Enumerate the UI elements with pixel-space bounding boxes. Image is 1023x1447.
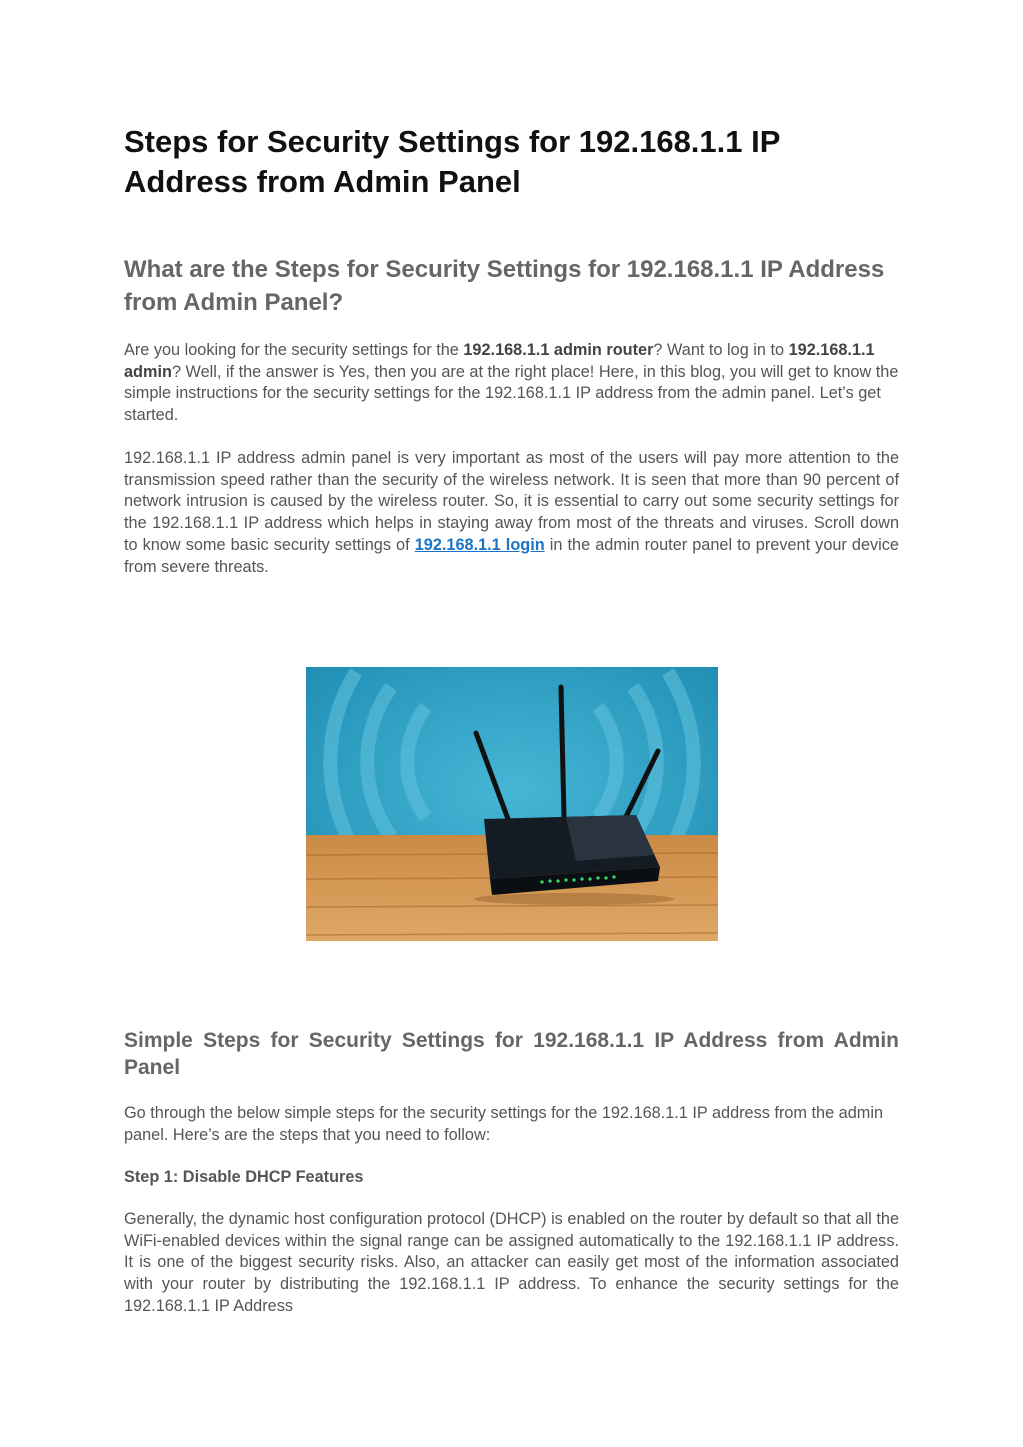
importance-text-2: in the admin router panel to prevent your device from severe threats. [124,535,899,576]
step-1-body: Generally, the dynamic host configuration protocol (DHCP) is enabled on the router by default so that all the WiFi-enabled devices within the signal range can be assigned automatically to the 192.168.1.1 IP address. It is one of the biggest security risks. Also, an attacker can easily get most of the information associated with your router by distributing the 192.168.1.1 IP address. To enhance the security settings for the 192.168.1.1 IP Address [124,1210,899,1315]
intro-text-2: ? Want to log in to [653,341,789,359]
intro-text-1: Are you looking for the security settings for the [124,341,464,359]
importance-text-1: 192.168.1.1 IP address admin panel is very important as most of the users will pay more attention to the transmission speed rather than the security of the wireless network. It is seen that more than 90 percent of network intrusion is caused by the wireless router. So, it is essential to carry out some security settings for the 192.168.1.1 IP address which helps in staying away from most of the threats and viruses. Scroll down to know some basic security settings of [124,449,899,554]
importance-paragraph [124,448,899,578]
section-heading-what-are-steps: What are the Steps for Security Settings for 192.168.1.1 IP Address from Admin Panel? [124,256,885,316]
bold-admin-router: 192.168.1.1 admin router [463,341,654,359]
steps-intro-paragraph: Go through the below simple steps for the security settings for the 192.168.1.1 IP address from the admin panel. Here’s are the steps that you need to follow: [124,1104,884,1144]
page-title: Steps for Security Settings for 192.168.1.1 IP Address from Admin Panel [124,124,780,199]
section-heading-simple-steps: Simple Steps for Security Settings for 192.168.1.1 IP Address from Admin Panel [124,1029,899,1079]
login-link[interactable]: 192.168.1.1 login [414,535,545,554]
bold-admin: 192.168.1.1 admin [124,341,875,381]
router-image [306,667,718,941]
intro-text-3: ? Well, if the answer is Yes, then you are at the right place! Here, in this blog, you will get to know the simple instructions for the security settings for the 192.168.1.1 IP address from the admin panel. Let’s get started. [124,362,899,425]
intro-paragraph [124,340,899,427]
step-1-title: Step 1: Disable DHCP Features [124,1168,364,1186]
